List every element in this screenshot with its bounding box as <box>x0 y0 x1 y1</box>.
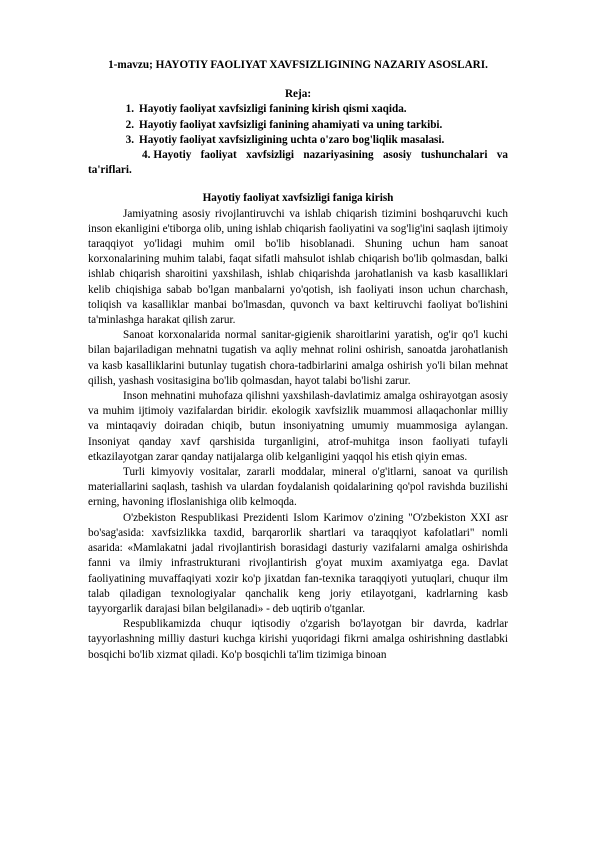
plan-item-number: 4. <box>142 149 151 162</box>
plan-item <box>88 148 508 178</box>
plan-item-number: 3. <box>125 133 134 146</box>
plan-item-number: 2. <box>125 118 134 131</box>
plan-item-text: Hayotiy faoliyat xavfsizligi fanining ahamiyati va uning tarkibi. <box>139 118 443 131</box>
section-heading: Hayotiy faoliyat xavfsizligi faniga kirish <box>202 192 394 205</box>
plan-item-number: 1. <box>125 103 134 116</box>
plan-item <box>88 118 508 133</box>
plan-label: Reja: <box>284 88 312 101</box>
plan-item-text: Hayotiy faoliyat xavfsizligi nazariyasining asosiy tushunchalari va ta'riflari. <box>88 149 508 177</box>
plan-item <box>88 133 508 148</box>
body-paragraph: Inson mehnatini muhofaza qilishni yaxshilash-davlatimiz amalga oshirayotgan asosiy va muhim ijtimoiy vazifalardan biridir. ekologik xavfsizlik muammosi allaqachonlar milliy va mintaqaviy doiradan chiqib, butun insoniyatning umumiy muammosiga aylangan. Insoniyat qanday xavf qarshisida turganligini, atrof-muhitga inson faoliyati tufayli etkazilayotgan zarar qanday natijalarga olib kelganligini yaqqol his etish qiyin emas. <box>88 390 508 463</box>
plan-item-text: Hayotiy faoliyat xavfsizligining uchta o'zaro bog'liqlik masalasi. <box>139 133 445 146</box>
plan-item-text: Hayotiy faoliyat xavfsizligi fanining kirish qismi xaqida. <box>139 103 407 116</box>
body-paragraph: Jamiyatning asosiy rivojlantiruvchi va ishlab chiqarish tizimini boshqaruvchi kuch inson ekanligini e'tiborga olib, uning ishlab chiqarish faoliyatini va sog'lig'ini saqlash ijtimoiy taraqqiyot yo'lidagi muhim omil bo'lib hisoblanadi. Shuning uchun ham sanoat korxonalarining muhim talabi, faqat sifatli mahsulot ishlab chiqarish bo'lib qolmasdan, balki ishlab chiqarish sharoitini yaxshilash, ishlab chiqarishda jarohatlanish va kasb kasalliklari kelib chiqishiga sabab bo'lgan manbalarni yo'qotish, ish faoliyati inson uchun charchash, toliqish va kasalliklar manbai bo'lmasdan, quvonch va baxt keltiruvchi faoliyat bo'lishini ta'minlashga harakat qilish zarur. <box>88 207 508 327</box>
document-title: 1-mavzu; HAYOTIY FAOLIYAT XAVFSIZLIGINING NAZARIY ASOSLARI. <box>108 59 488 71</box>
body-paragraph: O'zbekiston Respublikasi Prezidenti Islom Karimov o'zining "O'zbekiston XXI asr bo'sag'asida: xavfsizlikka taxdid, barqarorlik shartlari va taraqqiyot kafolatlari" nomli asarida: «Mamlakatni jadal rivojlantirish borasidagi dasturiy vazifalarni amalga oshirishda fanni va ilmiy infrastrukturani rivojlantirish g'oyat muxim axamiyatga ega. Davlat faoliyatining muvaffaqiyati xozir ko'p jixatdan fan-texnika taraqqiyoti yutuqlari, chuqur ilm talab qiladigan texnologiyalar qanchalik keng joriy etilayotgani, kadrlarning kasb tayyorgarlik darajasi bilan belgilanadi» - deb uqtirib o'tganlar. <box>88 511 508 615</box>
body-paragraph: Turli kimyoviy vositalar, zararli moddalar, mineral o'g'itlarni, sanoat va qurilish materiallarini saqlash, tashish va ulardan foydalanish qoidalarining qo'pol ravishda buzilishi erning, havoning ifloslanishiga olib kelmoqda. <box>88 466 508 509</box>
body-paragraph: Respublikamizda chuqur iqtisodiy o'zgarish bo'layotgan bir davrda, kadrlar tayyorlashning milliy dasturi kuchga kirishi yuqoridagi fikrni amalga oshirishning dastlabki bosqichi bo'lib xizmat qiladi. Ko'p bosqichli ta'lim tizimiga binoan <box>88 618 508 661</box>
plan-item <box>88 102 508 117</box>
plan-list <box>88 102 508 178</box>
body-paragraph: Sanoat korxonalarida normal sanitar-gigienik sharoitlarini yaratish, og'ir qo'l kuchi bilan bajariladigan mehnatni tugatish va aqliy mehnat rolini oshirish, sanoatda jarohatlanish va kasb kasalliklarini butunlay tugatish chora-tadbirlarini amalga oshirish yo'li bilan mehnat qilish, yashash vositasigina bo'lib qolmasdan, hayot talabi bo'lishi zarur. <box>88 329 508 387</box>
